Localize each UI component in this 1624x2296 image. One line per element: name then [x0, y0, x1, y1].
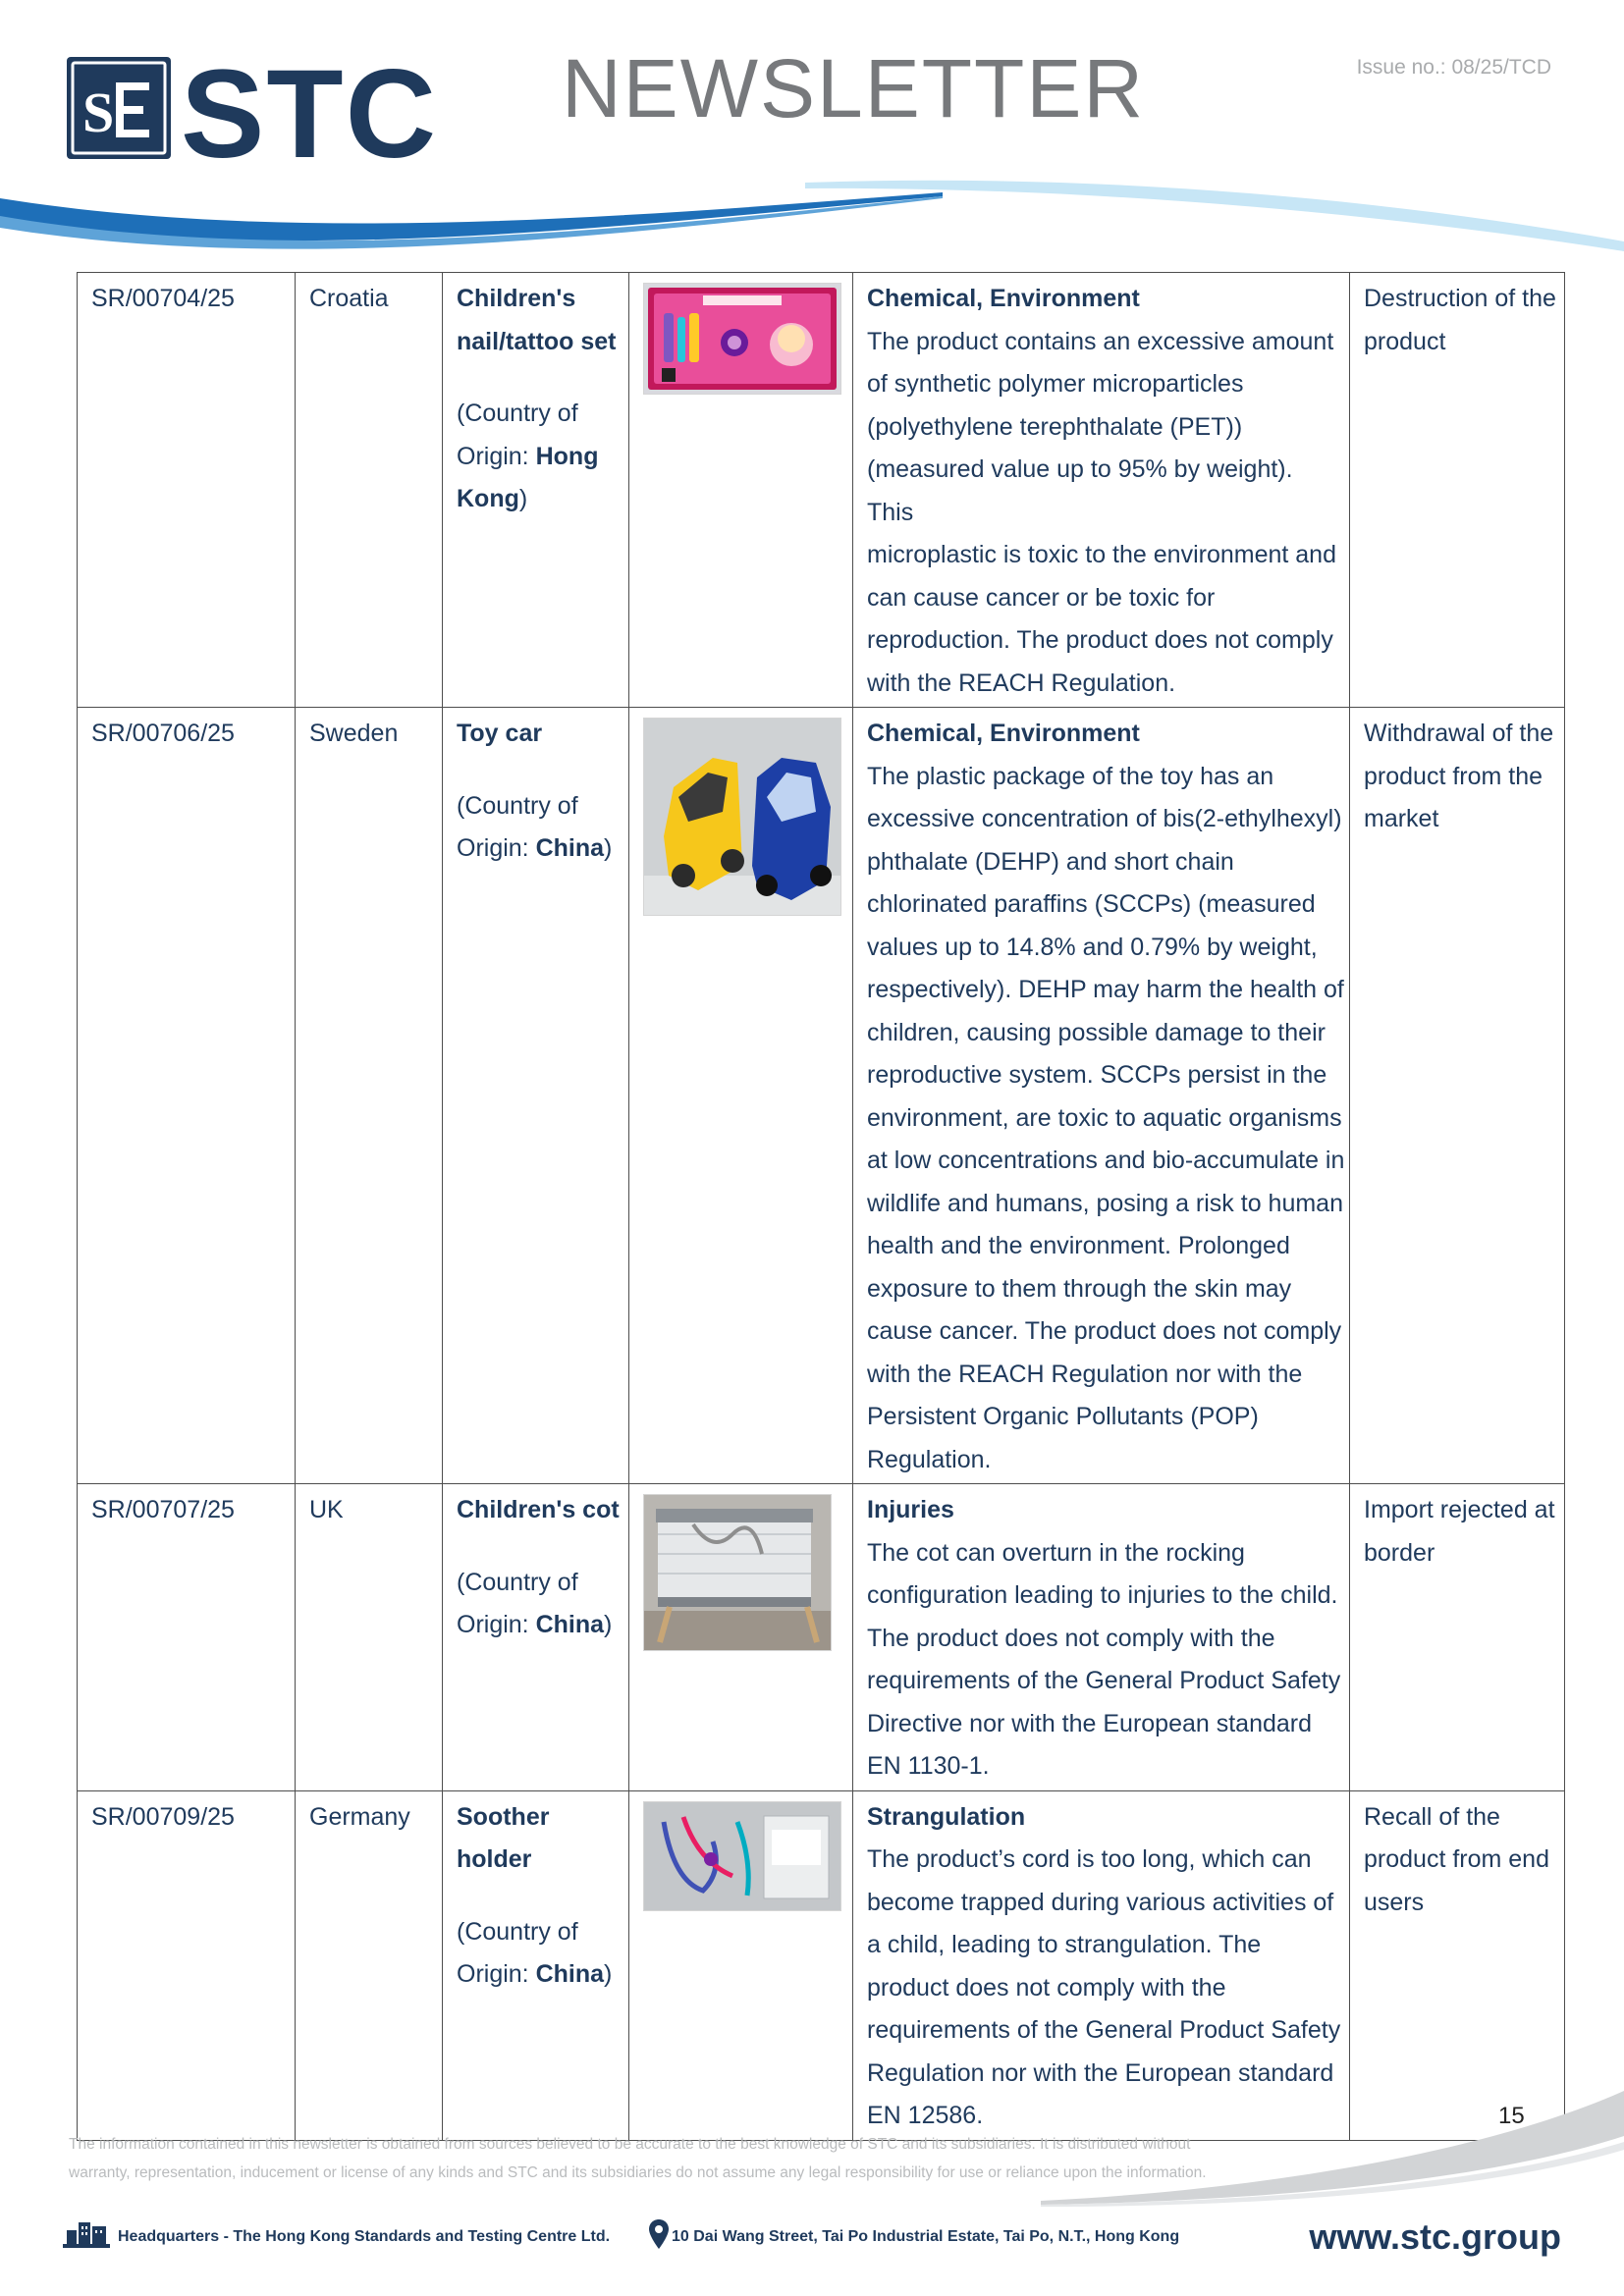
origin-label: (Country of [457, 1568, 578, 1596]
notifying-country: Sweden [309, 720, 399, 747]
origin-country: Kong [457, 485, 519, 512]
notifying-country-cell [296, 273, 443, 708]
product-name: Soother [457, 1802, 550, 1831]
reference-cell [78, 273, 296, 708]
product-name: Toy car [457, 720, 543, 747]
risk-description-line: EN 1130-1. [867, 1752, 990, 1780]
measure-line: Destruction of the [1364, 285, 1556, 312]
risk-description-line: excessive concentration of bis(2-ethylhexyl) [867, 805, 1342, 832]
risk-description-line: cause cancer. The product does not comply [867, 1317, 1342, 1345]
location-pin-icon [648, 2218, 670, 2250]
measure-line: product [1364, 327, 1446, 355]
origin-country: China [535, 1611, 605, 1638]
page-number: 15 [1498, 2103, 1525, 2129]
page-header [0, 0, 1624, 265]
notifying-country: UK [309, 1496, 344, 1523]
origin-country: China [535, 1960, 605, 1988]
origin-label: Origin: [457, 834, 536, 862]
notifying-country: Croatia [309, 285, 389, 312]
records-body [78, 273, 1565, 2141]
childrens-cot-photo [643, 1494, 832, 1651]
table-row [78, 1484, 1565, 1791]
country-of-origin [457, 1604, 628, 1647]
risk-description-line: become trapped during various activities of [867, 1888, 1334, 1916]
risk-type: Chemical, Environment [867, 720, 1140, 747]
origin-label: (Country of [457, 1917, 578, 1946]
issue-number: Issue no.: 08/25/TCD [1356, 56, 1551, 79]
risk-type: Strangulation [867, 1802, 1026, 1831]
disclaimer [69, 2130, 1326, 2187]
product-image-cell [629, 1484, 853, 1791]
risk-description-line: children, causing possible damage to their [867, 1018, 1326, 1046]
risk-description-line: respectively). DEHP may harm the health of [867, 976, 1344, 1003]
origin-label: (Country of [457, 400, 578, 427]
reference-cell [78, 1790, 296, 2140]
risk-description-line: with the REACH Regulation nor with the [867, 1360, 1303, 1388]
risk-description-line: (measured value up to 95% by weight). This [867, 455, 1293, 526]
country-of-origin [457, 436, 628, 479]
risk-description-cell [853, 708, 1350, 1484]
spacer [457, 756, 628, 785]
product-image-cell [629, 1790, 853, 2140]
reference-cell [78, 708, 296, 1484]
spacer [457, 1532, 628, 1562]
measure-line: Withdrawal of the [1364, 720, 1554, 747]
origin-close: ) [604, 1960, 613, 1988]
product-cell [443, 273, 629, 708]
stc-logo [67, 55, 460, 163]
risk-description-line: with the REACH Regulation. [867, 668, 1176, 697]
table-row [78, 708, 1565, 1484]
reference-number: SR/00707/25 [91, 1496, 235, 1523]
measures-cell [1350, 273, 1565, 708]
risk-description-line: of synthetic polymer microparticles [867, 370, 1244, 398]
spacer [457, 1882, 628, 1911]
product-name: Children's [457, 285, 576, 312]
risk-description-line: a child, leading to strangulation. The [867, 1931, 1262, 1958]
reference-number: SR/00704/25 [91, 285, 235, 312]
product-name: holder [457, 1845, 532, 1873]
header-swoosh [0, 177, 1624, 265]
disclaimer-line: The information contained in this newsletter is obtained from sources believed to be accurate to the best knowledge of STC and its subsidiaries. It is distributed without [69, 2136, 1191, 2153]
risk-description-line: Regulation. [867, 1445, 992, 1473]
risk-description-line: Persistent Organic Pollutants (POP) [867, 1403, 1259, 1430]
risk-description-line: exposure to them through the skin may [867, 1274, 1292, 1303]
measure-line: Import rejected at [1364, 1496, 1555, 1523]
product-cell [443, 708, 629, 1484]
reference-cell [78, 1484, 296, 1791]
risk-description-line: EN 12586. [867, 2102, 984, 2129]
newsletter-title: NEWSLETTER [562, 42, 1146, 134]
origin-close: ) [604, 834, 613, 862]
risk-description-line: health and the environment. Prolonged [867, 1232, 1290, 1259]
measure-line: users [1364, 1888, 1425, 1916]
risk-description-line: requirements of the General Product Safety [867, 2016, 1341, 2044]
measures-cell [1350, 708, 1565, 1484]
disclaimer-line: warranty, representation, inducement or license of any kinds and STC and its subsidiaries do not assume any legal responsibility for use or reliance upon the information. [69, 2164, 1207, 2181]
risk-description-line: Directive nor with the European standard [867, 1709, 1313, 1737]
risk-type: Chemical, Environment [867, 285, 1140, 312]
risk-description-line: reproduction. The product does not comply [867, 626, 1333, 654]
measure-line: Recall of the [1364, 1802, 1500, 1831]
origin-label: Origin: [457, 1611, 536, 1638]
product-recall-table [77, 272, 1565, 2141]
risk-description-line: environment, are toxic to aquatic organisms [867, 1103, 1342, 1132]
product-image-cell [629, 273, 853, 708]
reference-number: SR/00706/25 [91, 720, 235, 747]
risk-description-line: reproductive system. SCCPs persist in the [867, 1061, 1327, 1089]
risk-description-cell [853, 273, 1350, 708]
risk-description-line: product does not comply with the [867, 1973, 1226, 2002]
notifying-country: Germany [309, 1802, 410, 1831]
svg-text:STC: STC [181, 55, 438, 163]
country-of-origin [457, 828, 628, 871]
headquarters-bar [63, 2216, 1565, 2256]
soother-holder-photo [643, 1801, 841, 1911]
product-image-cell [629, 708, 853, 1484]
risk-description-line: (polyethylene terephthalate (PET)) [867, 412, 1243, 441]
risk-description-line: values up to 14.8% and 0.79% by weight, [867, 933, 1318, 961]
risk-description-line: Regulation nor with the European standard [867, 2058, 1334, 2087]
svg-text:S: S [82, 80, 115, 144]
product-name: nail/tattoo set [457, 327, 617, 355]
risk-description-line: The product’s cord is too long, which can [867, 1845, 1312, 1873]
reference-number: SR/00709/25 [91, 1802, 235, 1831]
headquarters-label: Headquarters - The Hong Kong Standards and Testing Centre Ltd. [118, 2228, 611, 2245]
notifying-country-cell [296, 1484, 443, 1791]
headquarters-address: 10 Dai Wang Street, Tai Po Industrial Estate, Tai Po, N.T., Hong Kong [672, 2228, 1180, 2245]
risk-description-line: configuration leading to injuries to the child. [867, 1581, 1338, 1609]
risk-description-line: chlorinated paraffins (SCCPs) (measured [867, 890, 1316, 918]
origin-label: Origin: [457, 1960, 536, 1988]
risk-description-line: The plastic package of the toy has an [867, 762, 1274, 790]
origin-close: ) [604, 1611, 613, 1638]
risk-description-line: microplastic is toxic to the environment and [867, 541, 1336, 568]
origin-country: China [535, 834, 605, 862]
country-of-origin [457, 478, 628, 521]
risk-description-line: requirements of the General Product Safety [867, 1667, 1341, 1694]
product-name: Children's cot [457, 1496, 620, 1523]
toy-car-photo [643, 718, 841, 916]
measure-line: product from the [1364, 762, 1543, 790]
risk-description-line: at low concentrations and bio-accumulate in [867, 1147, 1345, 1174]
risk-description-line: The product contains an excessive amount [867, 327, 1334, 355]
risk-description-cell [853, 1484, 1350, 1791]
risk-description-line: phthalate (DEHP) and short chain [867, 847, 1234, 876]
origin-label: Origin: [457, 442, 536, 470]
notifying-country-cell [296, 708, 443, 1484]
notifying-country-cell [296, 1790, 443, 2140]
risk-description-line: wildlife and humans, posing a risk to human [867, 1189, 1343, 1217]
origin-label: (Country of [457, 791, 578, 820]
website-link[interactable]: www.stc.group [1309, 2216, 1561, 2257]
measures-cell [1350, 1484, 1565, 1791]
risk-description-line: The cot can overturn in the rocking [867, 1538, 1245, 1567]
origin-country: Hong [535, 442, 599, 470]
nail-tattoo-set-photo [643, 283, 841, 395]
building-icon [63, 2218, 110, 2248]
spacer [457, 363, 628, 393]
measure-line: product from end [1364, 1845, 1549, 1873]
risk-type: Injuries [867, 1496, 954, 1523]
table-row [78, 273, 1565, 708]
product-cell [443, 1484, 629, 1791]
origin-close: ) [518, 485, 528, 512]
risk-description-line: The product does not comply with the [867, 1624, 1275, 1652]
measure-line: market [1364, 805, 1439, 832]
product-cell [443, 1790, 629, 2140]
country-of-origin [457, 1953, 628, 1997]
measure-line: border [1364, 1538, 1435, 1567]
risk-description-line: can cause cancer or be toxic for [867, 583, 1216, 612]
